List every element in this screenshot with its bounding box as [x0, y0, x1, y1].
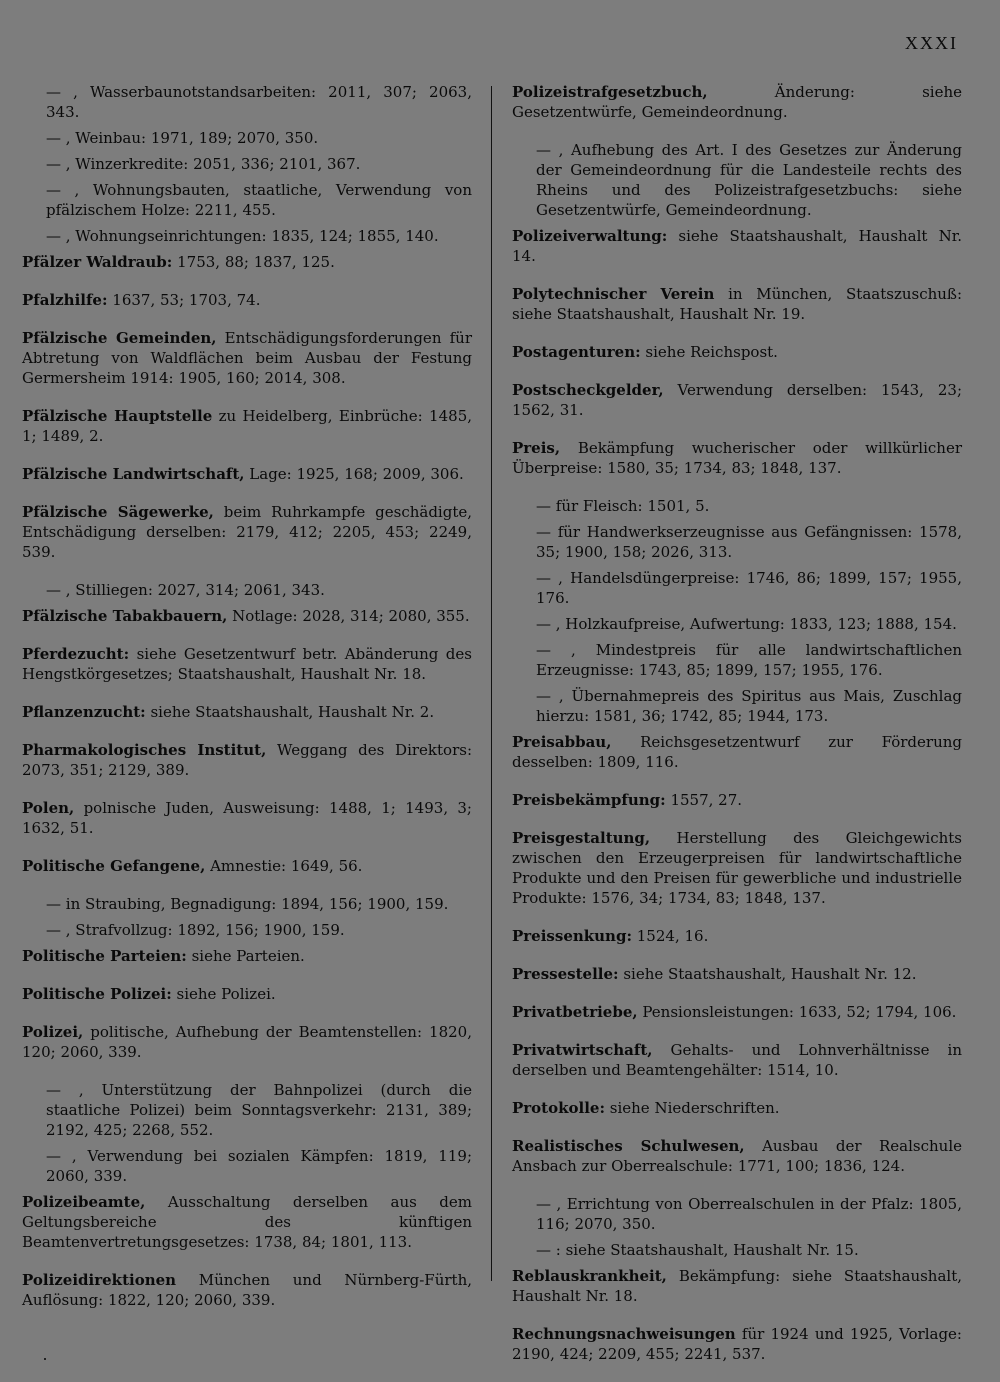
- index-text: — , Wohnungsbauten, staatliche, Verwendung von pfälzischem Holze: 2211, 455.: [46, 181, 472, 219]
- index-term: Politische Gefangene,: [22, 857, 206, 875]
- index-text: — , Errichtung von Oberrealschulen in der Pfalz: 1805, 116; 2070, 350.: [536, 1195, 962, 1233]
- index-subentry: [512, 686, 962, 726]
- index-text: — , Verwendung bei sozialen Kämpfen: 1819, 119; 2060, 339.: [46, 1147, 472, 1185]
- index-text: 1753, 88; 1837, 125.: [172, 253, 335, 271]
- index-text: Verwendung derselben: 1543, 23; 1562, 31.: [512, 381, 962, 419]
- index-subentry: [512, 640, 962, 680]
- index-text: München und Nürnberg-Fürth, Auflösung: 1822, 120; 2060, 339.: [22, 1271, 472, 1309]
- index-term: Polen,: [22, 799, 75, 817]
- index-term: Pferdezucht:: [22, 645, 130, 663]
- index-term: Pfälzische Landwirtschaft,: [22, 465, 245, 483]
- index-text: Änderung: siehe Gesetzentwürfe, Gemeindeordnung.: [512, 83, 962, 121]
- index-term: Privatbetriebe,: [512, 1003, 638, 1021]
- index-entry: [512, 926, 962, 946]
- index-text: Amnestie: 1649, 56.: [205, 857, 363, 875]
- index-text: polnische Juden, Ausweisung: 1488, 1; 1493, 3; 1632, 51.: [22, 799, 472, 837]
- index-entry: [22, 502, 472, 562]
- index-text: — , Holzkaufpreise, Aufwertung: 1833, 123; 1888, 154.: [536, 615, 957, 633]
- index-term: Pressestelle:: [512, 965, 619, 983]
- index-term: Polizeibeamte,: [22, 1193, 146, 1211]
- index-text: 1637, 53; 1703, 74.: [107, 291, 261, 309]
- index-entry: [22, 644, 472, 684]
- page-speck: [44, 1358, 46, 1360]
- index-term: Polizeiverwaltung:: [512, 227, 668, 245]
- index-text: — , Stilliegen: 2027, 314; 2061, 343.: [46, 581, 325, 599]
- index-entry: [22, 606, 472, 626]
- index-text: siehe Staatshaushalt, Haushalt Nr. 2.: [145, 703, 435, 721]
- index-term: Preis,: [512, 439, 561, 457]
- index-entry: [22, 740, 472, 780]
- index-text: für 1924 und 1925, Vorlage: 2190, 424; 2209, 455; 2241, 537.: [512, 1325, 962, 1363]
- index-text: — , Weinbau: 1971, 189; 2070, 350.: [46, 129, 319, 147]
- index-entry: [512, 342, 962, 362]
- index-text: — für Fleisch: 1501, 5.: [536, 497, 710, 515]
- index-entry: [512, 226, 962, 266]
- index-entry: [22, 984, 472, 1004]
- index-entry: [512, 1266, 962, 1306]
- page-number: XXXI: [905, 33, 958, 53]
- index-entry: [512, 82, 962, 122]
- index-entry: [512, 438, 962, 478]
- index-text: siehe Staatshaushalt, Haushalt Nr. 12.: [618, 965, 917, 983]
- index-text: — , Mindestpreis für alle landwirtschaftlichen Erzeugnisse: 1743, 85; 1899, 157; 1955, 176.: [536, 641, 962, 679]
- index-entry: [22, 464, 472, 484]
- index-text: Pensionsleistungen: 1633, 52; 1794, 106.: [637, 1003, 957, 1021]
- index-text: siehe Reichspost.: [640, 343, 778, 361]
- index-entry: [512, 1002, 962, 1022]
- index-text: siehe Gesetzentwurf betr. Abänderung des Hengstkörgesetzes; Staatshaushalt, Haushalt Nr. 18.: [22, 645, 472, 683]
- index-entry: [512, 1040, 962, 1080]
- index-subentry: [512, 568, 962, 608]
- index-subentry: [22, 1080, 472, 1140]
- index-text: — , Unterstützung der Bahnpolizei (durch die staatliche Polizei) beim Sonntagsverkehr: 2131, 389; 2192, 425; 2268, 552.: [46, 1081, 472, 1139]
- index-entry: [22, 328, 472, 388]
- index-text: — : siehe Staatshaushalt, Haushalt Nr. 15.: [536, 1241, 859, 1259]
- index-term: Preissenkung:: [512, 927, 632, 945]
- index-entry: [22, 252, 472, 272]
- index-entry: [22, 406, 472, 446]
- index-entry: [22, 856, 472, 876]
- index-text: — , Winzerkredite: 2051, 336; 2101, 367.: [46, 155, 361, 173]
- index-entry: [512, 732, 962, 772]
- index-text: — , Aufhebung des Art. I des Gesetzes zur Änderung der Gemeindeordnung für die Landesteile rechts des Rheins und des Polizeistrafgesetzbuchs: siehe Gesetzentwürfe, Gemeindeordnung.: [536, 141, 962, 219]
- index-term: Preisbekämpfung:: [512, 791, 666, 809]
- index-entry: [22, 290, 472, 310]
- index-text: Reichsgesetzentwurf zur Förderung desselben: 1809, 116.: [512, 733, 962, 771]
- index-text: Notlage: 2028, 314; 2080, 355.: [227, 607, 470, 625]
- index-entry: [512, 380, 962, 420]
- index-subentry: [22, 154, 472, 174]
- index-term: Pharmakologisches Institut,: [22, 741, 267, 759]
- index-text: siehe Niederschriften.: [605, 1099, 780, 1117]
- index-subentry: [22, 1146, 472, 1186]
- index-term: Pfälzische Tabakbauern,: [22, 607, 228, 625]
- index-term: Postagenturen:: [512, 343, 641, 361]
- index-text: siehe Parteien.: [186, 947, 305, 965]
- index-subentry: [22, 920, 472, 940]
- index-term: Pfälzer Waldraub:: [22, 253, 173, 271]
- index-text: Herstellung des Gleichgewichts zwischen den Erzeugerpreisen für landwirtschaftliche Produkte und den Preisen für gewerbliche und industrielle Produkte: 1576, 34; 1734, 83; 1848, 137.: [512, 829, 962, 907]
- column-divider: [491, 86, 492, 1281]
- index-text: beim Ruhrkampfe geschädigte, Entschädigung derselben: 2179, 412; 2205, 453; 2249, 539.: [22, 503, 473, 561]
- index-entry: [512, 1098, 962, 1118]
- index-term: Polizeidirektionen: [22, 1271, 177, 1289]
- index-term: Preisgestaltung,: [512, 829, 651, 847]
- index-entry: [22, 1192, 472, 1252]
- index-text: Ausbau der Realschule Ansbach zur Oberrealschule: 1771, 100; 1836, 124.: [512, 1137, 962, 1175]
- index-text: Bekämpfung: siehe Staatshaushalt, Haushalt Nr. 18.: [512, 1267, 962, 1305]
- index-text: politische, Aufhebung der Beamtenstellen: 1820, 120; 2060, 339.: [22, 1023, 472, 1061]
- index-text: — in Straubing, Begnadigung: 1894, 156; 1900, 159.: [46, 895, 449, 913]
- index-subentry: [512, 614, 962, 634]
- index-term: Polytechnischer Verein: [512, 285, 715, 303]
- index-term: Rechnungsnachweisungen: [512, 1325, 736, 1343]
- index-term: Reblauskrankheit,: [512, 1267, 667, 1285]
- index-term: Polizei,: [22, 1023, 84, 1041]
- index-text: — , Strafvollzug: 1892, 156; 1900, 159.: [46, 921, 345, 939]
- index-entry: [22, 1270, 472, 1310]
- index-subentry: [512, 496, 962, 516]
- index-term: Pflanzenzucht:: [22, 703, 146, 721]
- index-text: Gehalts- und Lohnverhältnisse in derselben und Beamtengehälter: 1514, 10.: [512, 1041, 962, 1079]
- index-subentry: [22, 580, 472, 600]
- index-term: Preisabbau,: [512, 733, 612, 751]
- right-column: [512, 82, 962, 1382]
- index-text: zu Heidelberg, Einbrüche: 1485, 1; 1489, 2.: [22, 407, 473, 445]
- index-subentry: [512, 522, 962, 562]
- index-entry: [512, 1136, 962, 1176]
- index-entry: [512, 964, 962, 984]
- index-entry: [22, 1022, 472, 1062]
- index-entry: [22, 946, 472, 966]
- index-subentry: [22, 226, 472, 246]
- index-text: — , Übernahmepreis des Spiritus aus Mais, Zuschlag hierzu: 1581, 36; 1742, 85; 1944, 173.: [536, 687, 962, 725]
- index-subentry: [22, 894, 472, 914]
- index-text: in München, Staatszuschuß: siehe Staatshaushalt, Haushalt Nr. 19.: [512, 285, 963, 323]
- index-term: Pfälzische Gemeinden,: [22, 329, 217, 347]
- index-entry: [512, 828, 962, 908]
- index-entry: [22, 798, 472, 838]
- index-subentry: [512, 1194, 962, 1234]
- index-text: Weggang des Direktors: 2073, 351; 2129, 389.: [22, 741, 473, 779]
- index-text: — , Handelsdüngerpreise: 1746, 86; 1899, 157; 1955, 176.: [536, 569, 962, 607]
- index-term: Postscheckgelder,: [512, 381, 664, 399]
- left-column: [22, 82, 472, 1328]
- index-subentry: [22, 82, 472, 122]
- index-term: Politische Polizei:: [22, 985, 172, 1003]
- index-entry: [512, 284, 962, 324]
- index-term: Realistisches Schulwesen,: [512, 1137, 745, 1155]
- index-text: Entschädigungsforderungen für Abtretung von Waldflächen beim Ausbau der Festung Germersheim 1914: 1905, 160; 2014, 308.: [22, 329, 472, 387]
- index-text: siehe Polizei.: [171, 985, 276, 1003]
- index-term: Pfalzhilfe:: [22, 291, 108, 309]
- index-entry: [512, 790, 962, 810]
- index-term: Polizeistrafgesetzbuch,: [512, 83, 708, 101]
- index-text: Ausschaltung derselben aus dem Geltungsbereiche des künftigen Beamtenvertretungsgesetzes: 1738, 84; 1801, 113.: [22, 1193, 472, 1251]
- index-text: Lage: 1925, 168; 2009, 306.: [244, 465, 464, 483]
- index-term: Privatwirtschaft,: [512, 1041, 653, 1059]
- index-subentry: [512, 140, 962, 220]
- index-text: siehe Staatshaushalt, Haushalt Nr. 14.: [512, 227, 962, 265]
- index-term: Pfälzische Sägewerke,: [22, 503, 214, 521]
- index-text: — , Wohnungseinrichtungen: 1835, 124; 1855, 140.: [46, 227, 439, 245]
- index-term: Politische Parteien:: [22, 947, 187, 965]
- index-subentry: [22, 180, 472, 220]
- index-text: 1524, 16.: [632, 927, 709, 945]
- index-text: 1557, 27.: [665, 791, 743, 809]
- index-text: Bekämpfung wucherischer oder willkürlicher Überpreise: 1580, 35; 1734, 83; 1848, 137.: [512, 439, 962, 477]
- index-entry: [22, 702, 472, 722]
- index-term: Pfälzische Hauptstelle: [22, 407, 213, 425]
- index-entry: [512, 1324, 962, 1364]
- index-text: — für Handwerkserzeugnisse aus Gefängnissen: 1578, 35; 1900, 158; 2026, 313.: [536, 523, 962, 561]
- index-subentry: [22, 128, 472, 148]
- index-term: Protokolle:: [512, 1099, 605, 1117]
- index-subentry: [512, 1240, 962, 1260]
- index-text: — , Wasserbaunotstandsarbeiten: 2011, 307; 2063, 343.: [46, 83, 472, 121]
